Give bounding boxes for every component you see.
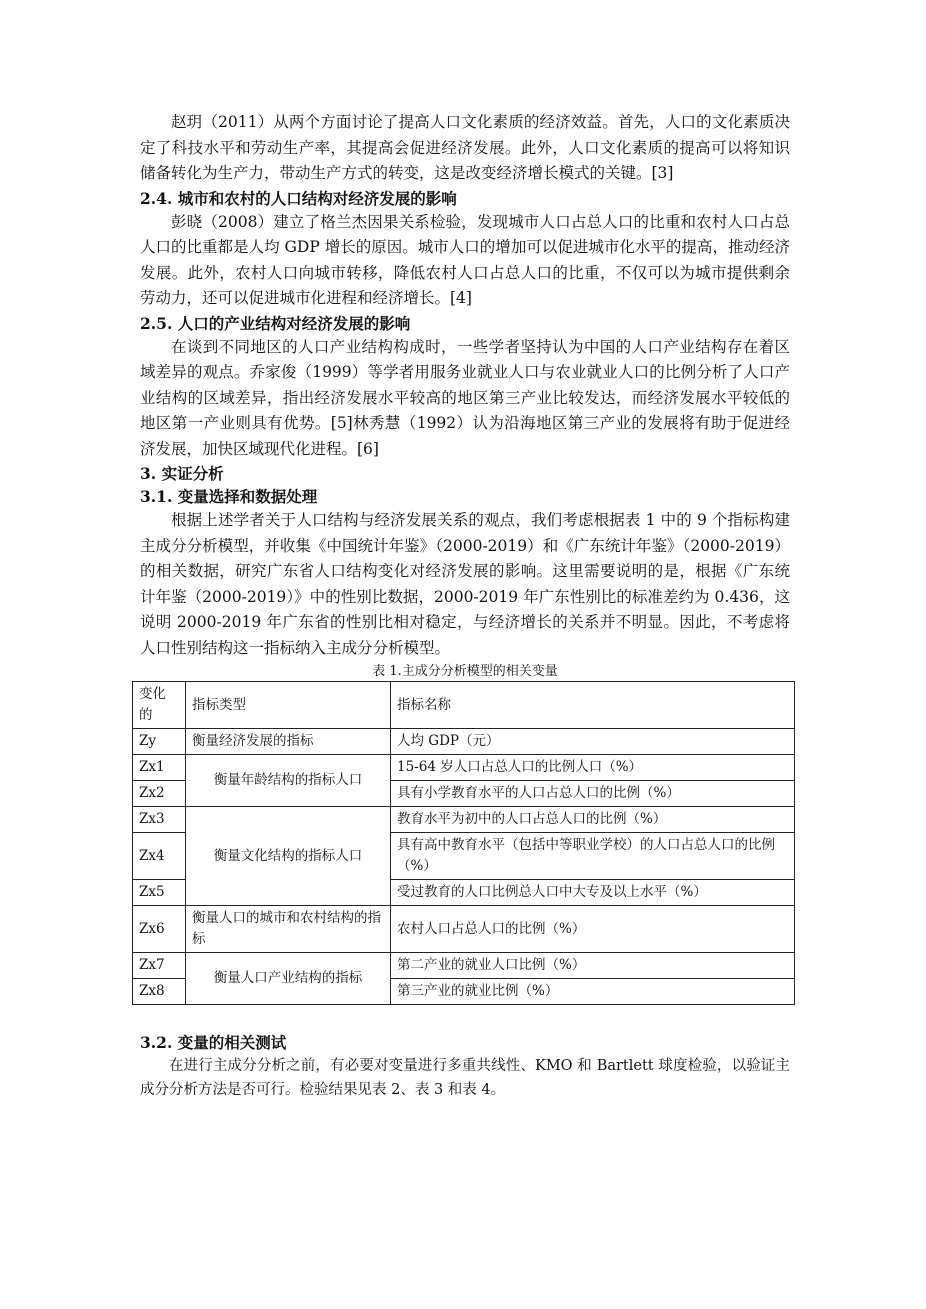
section-heading-2-4: 2.4. 城市和农村的人口结构对经济发展的影响 bbox=[140, 188, 457, 208]
var-cell: Zx6 bbox=[133, 906, 186, 953]
table-row bbox=[133, 729, 795, 755]
var-cell: Zx7 bbox=[133, 953, 186, 979]
table-row bbox=[133, 906, 795, 953]
table-caption: 表 1.主成分分析模型的相关变量 bbox=[372, 664, 558, 679]
section-heading-3: 3. 实证分析 bbox=[140, 464, 224, 483]
paragraph: 赵玥（2011）从两个方面讨论了提高人口文化素质的经济效益。首先，人口的文化素质决定了科技水平和劳动生产率，其提高会促进经济发展。此外，人口文化素质的提高可以将知识储备转化为生产力，带动生产方式的转变，这是改变经济增长模式的关键。[3] bbox=[140, 113, 790, 182]
name-cell: 具有小学教育水平的人口占总人口的比例（%） bbox=[391, 781, 795, 807]
paragraph: 在谈到不同地区的人口产业结构构成时，一些学者坚持认为中国的人口产业结构存在着区域差异的观点。乔家俊（1999）等学者用服务业就业人口与农业就业人口的比例分析了人口产业结构的区域差异，指出经济发展水平较高的地区第三产业比较发达，而经济发展水平较低的地区第一产业则具有优势。[5]林秀慧（1992）认为沿海地区第三产业的发展将有助于促进经济发展，加快区域现代化进程。[6] bbox=[140, 337, 790, 458]
name-cell: 第三产业的就业比例（%） bbox=[391, 979, 795, 1005]
name-cell: 人均 GDP（元） bbox=[391, 729, 795, 755]
section-heading-3-1: 3.1. 变量选择和数据处理 bbox=[140, 487, 318, 506]
name-cell: 15-64 岁人口占总人口的比例人口（%） bbox=[391, 755, 795, 781]
var-cell: Zx3 bbox=[133, 807, 186, 833]
header-cell: 指标名称 bbox=[391, 682, 795, 729]
var-cell: Zx8 bbox=[133, 979, 186, 1005]
name-cell: 第二产业的就业人口比例（%） bbox=[391, 953, 795, 979]
var-cell: Zx4 bbox=[133, 833, 186, 880]
paragraph: 彭晓（2008）建立了格兰杰因果关系检验，发现城市人口占总人口的比重和农村人口占总人口的比重都是人均 GDP 增长的原因。城市人口的增加可以促进城市化水平的提高，推动经济发展。此外，农村人口向城市转移，降低农村人口占总人口的比重，不仅可以为城市提供剩余劳动力，还可以促进城市化进程和经济增长。[4] bbox=[140, 212, 790, 307]
document-page bbox=[140, 110, 790, 1102]
type-cell: 衡量文化结构的指标人口 bbox=[186, 807, 391, 906]
name-cell: 具有高中教育水平（包括中等职业学校）的人口占总人口的比例（%） bbox=[391, 833, 795, 880]
type-cell: 衡量年龄结构的指标人口 bbox=[186, 755, 391, 807]
variables-table bbox=[132, 681, 795, 1005]
paragraph: 根据上述学者关于人口结构与经济发展关系的观点，我们考虑根据表 1 中的 9 个指标构建主成分分析模型，并收集《中国统计年鉴》（2000-2019）和《广东统计年鉴》（2000-2019）的相关数据，研究广东省人口结构变化对经济发展的影响。这里需要说明的是，根据《广东统计年鉴（2000-2019）》中的性别比数据，2000-2019 年广东性别比的标准差约为 0.436，这说明 2000-2019 年广东省的性别比相对稳定，与经济增长的关系并不明显。因此，不考虑将人口性别结构这一指标纳入主成分分析模型。 bbox=[140, 511, 790, 657]
name-cell: 教育水平为初中的人口占总人口的比例（%） bbox=[391, 807, 795, 833]
type-cell: 衡量经济发展的指标 bbox=[186, 729, 391, 755]
header-cell: 指标类型 bbox=[186, 682, 391, 729]
var-cell: Zy bbox=[133, 729, 186, 755]
var-cell: Zx5 bbox=[133, 880, 186, 906]
header-cell: 变化的 bbox=[133, 682, 186, 729]
spacer bbox=[140, 1005, 790, 1031]
name-cell: 受过教育的人口比例总人口中大专及以上水平（%） bbox=[391, 880, 795, 906]
table-row bbox=[133, 807, 795, 833]
table-row bbox=[133, 755, 795, 781]
type-cell: 衡量人口的城市和农村结构的指标 bbox=[186, 906, 391, 953]
table-header-row bbox=[133, 682, 795, 729]
paragraph: 在进行主成分分析之前，有必要对变量进行多重共线性、KMO 和 Bartlett 球度检验，以验证主成分分析方法是否可行。检验结果见表 2、表 3 和表 4。 bbox=[140, 1058, 790, 1098]
var-cell: Zx1 bbox=[133, 755, 186, 781]
name-cell: 农村人口占总人口的比例（%） bbox=[391, 906, 795, 953]
section-heading-2-5: 2.5. 人口的产业结构对经济发展的影响 bbox=[140, 313, 411, 333]
section-heading-3-2: 3.2. 变量的相关测试 bbox=[140, 1033, 287, 1052]
table-row bbox=[133, 953, 795, 979]
type-cell: 衡量人口产业结构的指标 bbox=[186, 953, 391, 1005]
var-cell: Zx2 bbox=[133, 781, 186, 807]
